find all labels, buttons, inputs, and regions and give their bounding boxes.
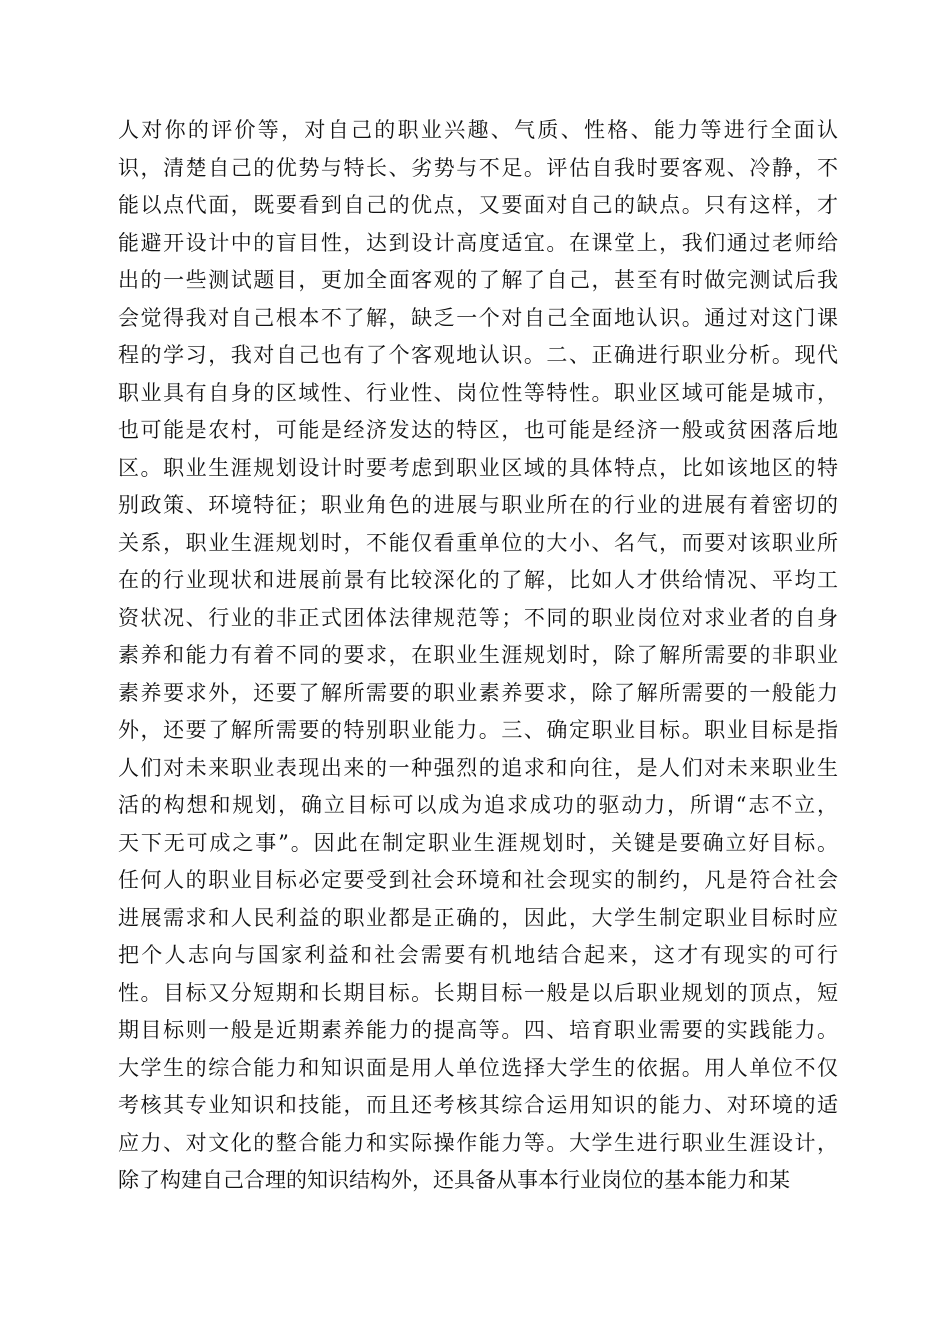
text-line: 应力、对文化的整合能力和实际操作能力等。大学生进行职业生涯设计， bbox=[118, 1130, 838, 1155]
text-line: 活的构想和规划，确立目标可以成为追求成功的驱动力，所谓“志不立， bbox=[118, 793, 838, 817]
text-line: 出的一些测试题目，更加全面客观的了解了自己，甚至有时做完测试后我 bbox=[118, 268, 838, 292]
text-line: 识，清楚自己的优势与特长、劣势与不足。评估自我时要客观、冷静，不 bbox=[118, 155, 838, 180]
text-line: 也可能是农村，可能是经济发达的特区，也可能是经济一般或贫困落后地 bbox=[118, 418, 838, 442]
text-line: 外，还要了解所需要的特别职业能力。三、确定职业目标。职业目标是指 bbox=[118, 718, 838, 742]
text-line: 关系，职业生涯规划时，不能仅看重单位的大小、名气，而要对该职业所 bbox=[118, 530, 838, 555]
text-line: 区。职业生涯规划设计时要考虑到职业区域的具体特点，比如该地区的特 bbox=[118, 455, 838, 480]
text-line: 期目标则一般是近期素养能力的提高等。四、培育职业需要的实践能力。 bbox=[118, 1018, 838, 1042]
text-line: 会觉得我对自己根本不了解，缺乏一个对自己全面地认识。通过对这门课 bbox=[118, 305, 838, 330]
text-line: 职业具有自身的区域性、行业性、岗位性等特性。职业区域可能是城市， bbox=[118, 380, 838, 405]
text-line: 人们对未来职业表现出来的一种强烈的追求和向往，是人们对未来职业生 bbox=[118, 755, 838, 780]
text-line: 考核其专业知识和技能，而且还考核其综合运用知识的能力、对环境的适 bbox=[118, 1093, 838, 1117]
text-line: 资状况、行业的非正式团体法律规范等；不同的职业岗位对求业者的自身 bbox=[118, 605, 838, 630]
text-line: 能以点代面，既要看到自己的优点，又要面对自己的缺点。只有这样，才 bbox=[118, 193, 838, 217]
text-line: 素养和能力有着不同的要求，在职业生涯规划时，除了解所需要的非职业 bbox=[118, 643, 838, 667]
text-line: 任何人的职业目标必定要受到社会环境和社会现实的制约，凡是符合社会 bbox=[118, 868, 838, 892]
text-line: 程的学习，我对自己也有了个客观地认识。二、正确进行职业分析。现代 bbox=[118, 343, 838, 367]
text-line: 天下无可成之事”。因此在制定职业生涯规划时，关键是要确立好目标。 bbox=[118, 830, 838, 855]
text-line: 人对你的评价等，对自己的职业兴趣、气质、性格、能力等进行全面认 bbox=[118, 118, 838, 142]
text-line: 除了构建自己合理的知识结构外，还具备从事本行业岗位的基本能力和某 bbox=[118, 1168, 790, 1192]
text-line: 能避开设计中的盲目性，达到设计高度适宜。在课堂上，我们通过老师给 bbox=[118, 230, 838, 255]
text-line: 性。目标又分短期和长期目标。长期目标一般是以后职业规划的顶点，短 bbox=[118, 980, 838, 1005]
text-line: 别政策、环境特征；职业角色的进展与职业所在的行业的进展有着密切的 bbox=[118, 493, 838, 517]
text-line: 进展需求和人民利益的职业都是正确的，因此，大学生制定职业目标时应 bbox=[118, 905, 838, 930]
text-line: 把个人志向与国家利益和社会需要有机地结合起来，这才有现实的可行 bbox=[118, 943, 838, 967]
text-line: 素养要求外，还要了解所需要的职业素养要求，除了解所需要的一般能力 bbox=[118, 680, 838, 705]
text-line: 在的行业现状和进展前景有比较深化的了解，比如人才供给情况、平均工 bbox=[118, 568, 838, 592]
text-line: 大学生的综合能力和知识面是用人单位选择大学生的依据。用人单位不仅 bbox=[118, 1055, 838, 1080]
body-text bbox=[118, 112, 838, 1200]
